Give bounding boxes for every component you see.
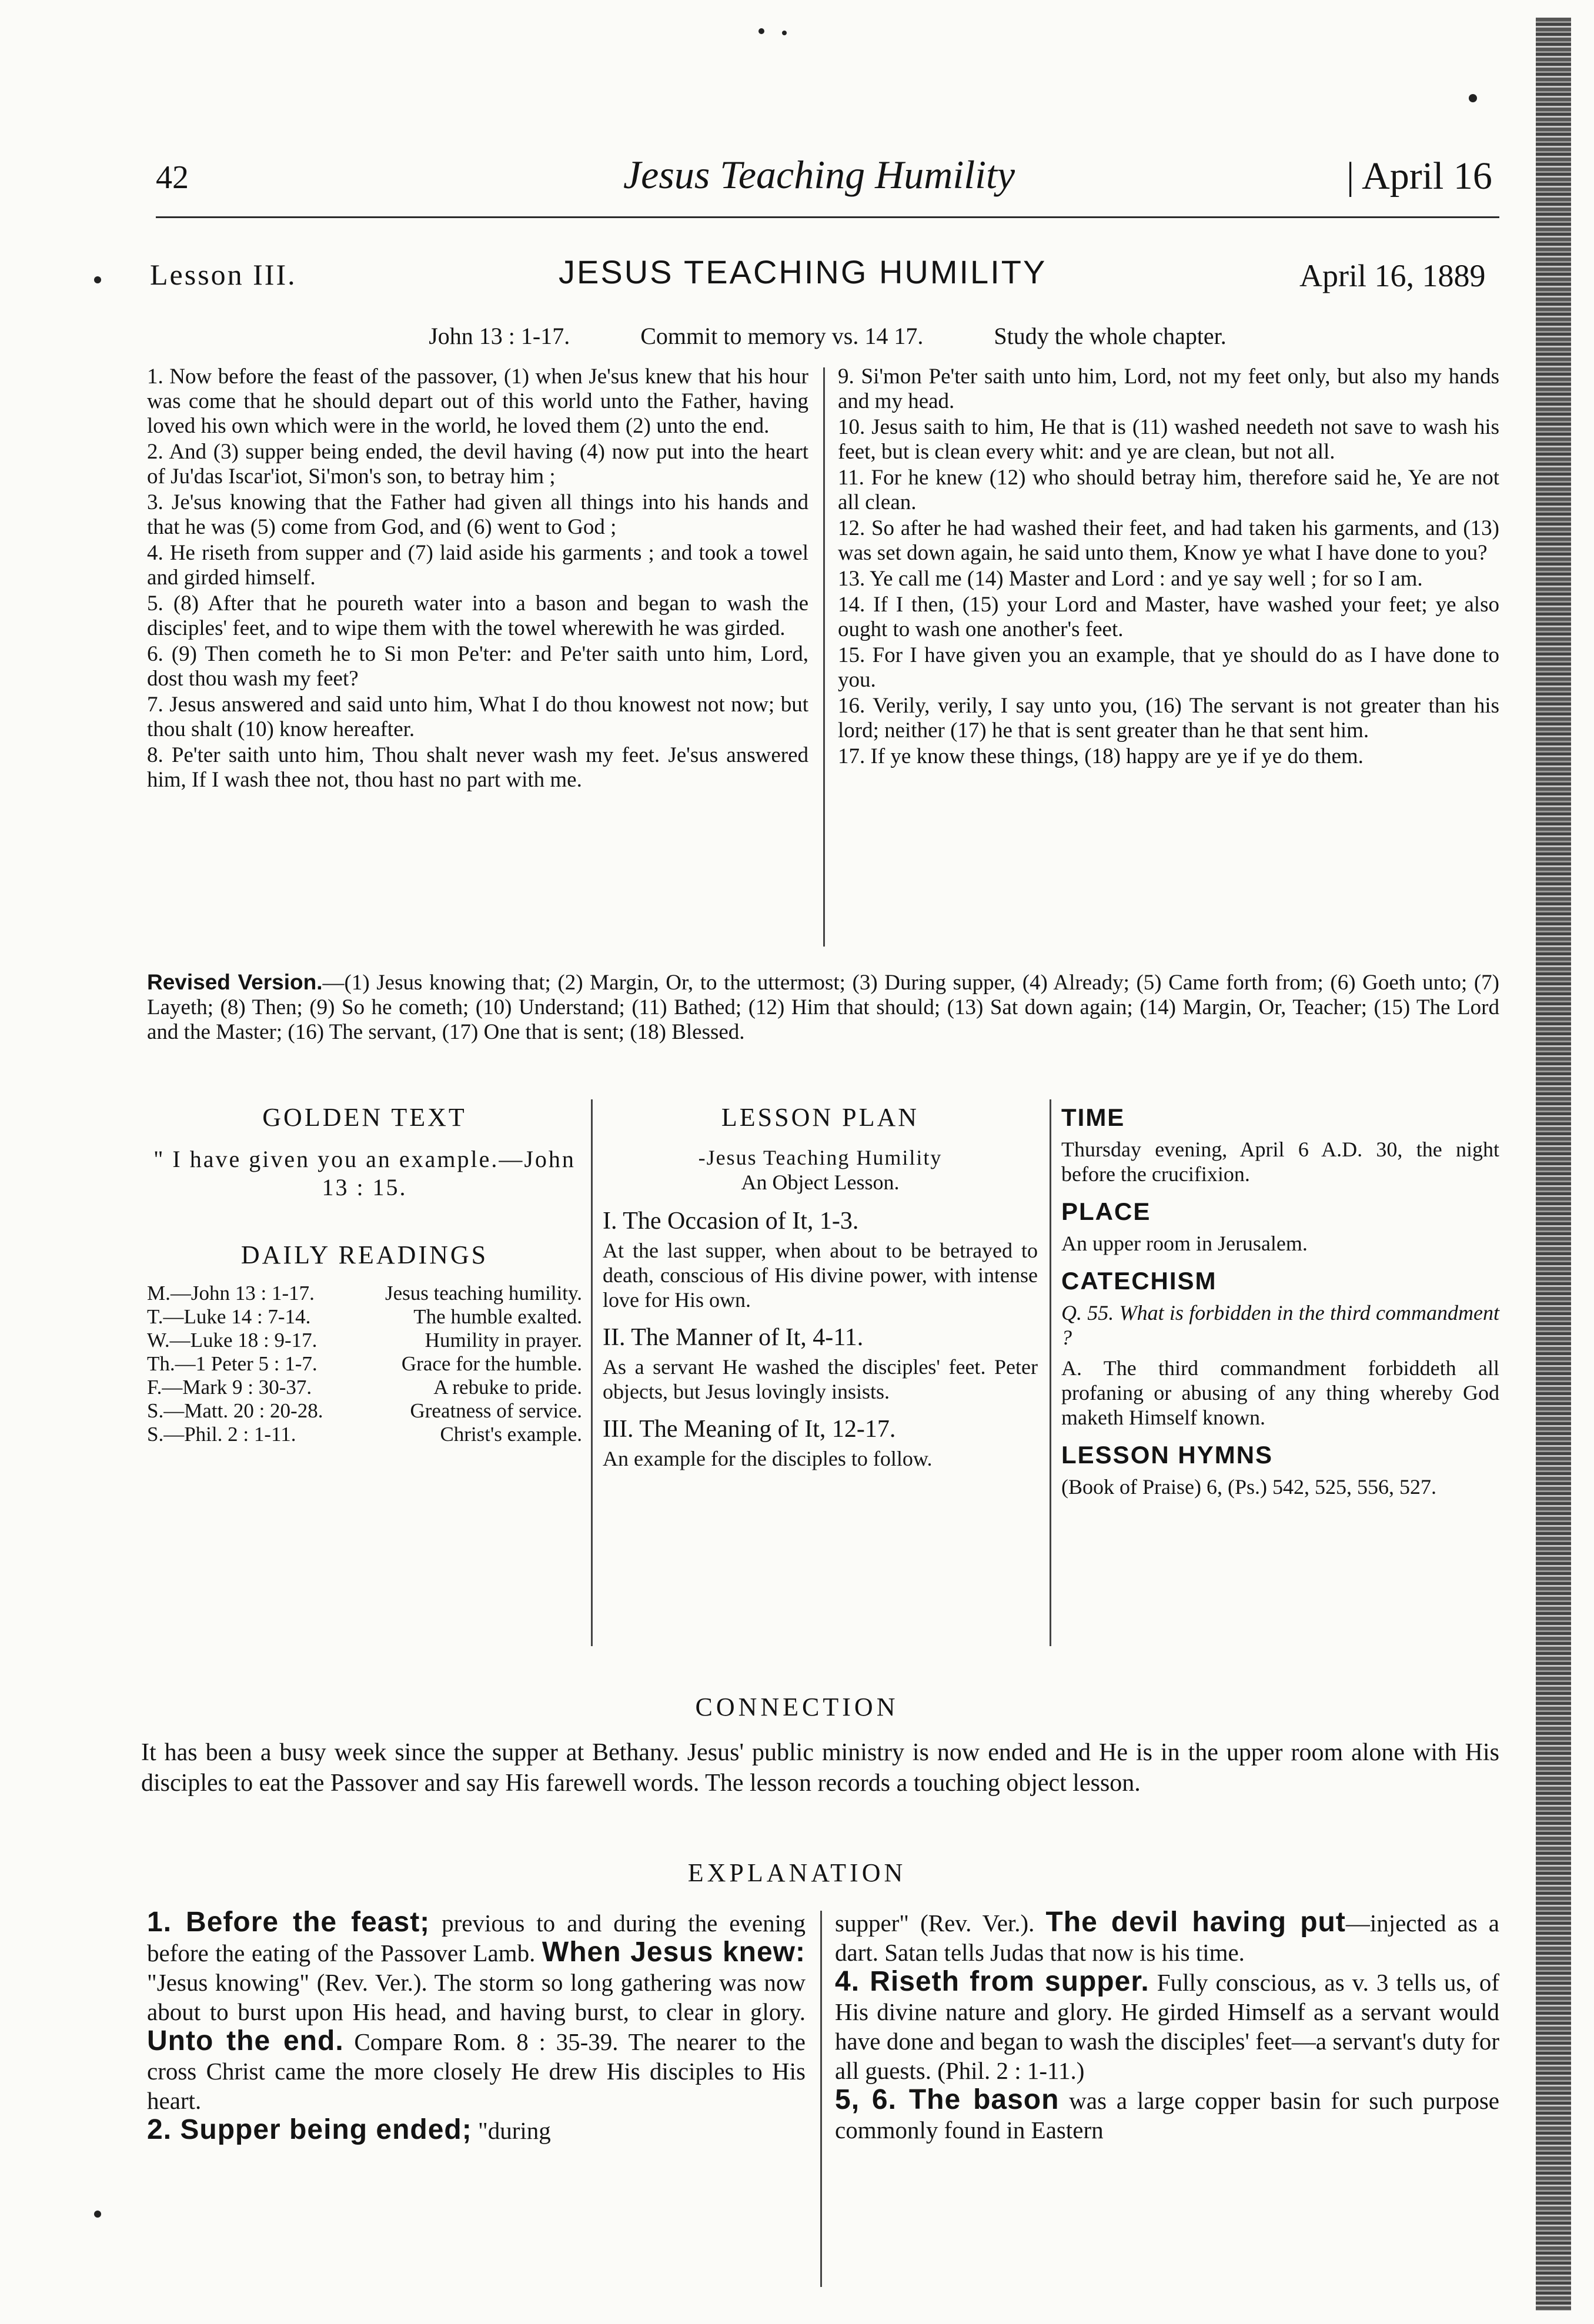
explanation-term: Unto the end.	[147, 2025, 344, 2057]
verse: 9. Si'mon Pe'ter saith unto him, Lord, not my feet only, but also my hands and my head.	[838, 365, 1499, 413]
memory-verses: Commit to memory vs. 14 17.	[640, 323, 924, 349]
verses-right-column	[838, 365, 1499, 770]
explanation-divider	[820, 1911, 822, 2287]
explanation-term: 2. Supper being ended;	[147, 2114, 472, 2145]
lesson-plan-column	[603, 1105, 1038, 1471]
reading-item: S.—Phil. 2 : 1-11. Christ's example.	[147, 1423, 582, 1446]
running-title: Jesus Teaching Humility	[623, 152, 1015, 197]
explanation-text: Fully conscious, as v. 3 tells us, of His divine nature and glory. He girded Himself as a servant would have done and began to wash the disciples' feet—a servant's duty for all guests. (Phil. 2 : 1-11.)	[835, 1969, 1499, 2084]
verse: 16. Verily, verily, I say unto you, (16) The servant is not greater than his lord; neither (17) he that is sent greater than he that sent him.	[838, 694, 1499, 743]
explanation-term: 4. Riseth from supper.	[835, 1966, 1149, 1997]
ink-speck	[1469, 94, 1477, 102]
lesson-plan-heading: LESSON PLAN	[721, 1103, 920, 1132]
explanation-text: "during	[472, 2117, 551, 2144]
explanation-text: —injected as a dart. Satan tells Judas that now is his time.	[835, 1910, 1499, 1966]
ink-speck	[94, 2211, 101, 2218]
explanation-text: Compare Rom. 8 : 35-39. The nearer to the cross Christ came the more closely He drew His disciples to His heart.	[147, 2028, 806, 2114]
reading-item: M.—John 13 : 1-17. Jesus teaching humility.	[147, 1282, 582, 1305]
explanation-term: The devil having put	[1045, 1907, 1346, 1938]
time-place-column	[1061, 1105, 1499, 1499]
reading-item: Th.—1 Peter 5 : 1-7. Grace for the humble.	[147, 1352, 582, 1375]
plan-part-text: As a servant He washed the disciples' feet. Peter objects, but Jesus lovingly insists.	[603, 1355, 1038, 1403]
plan-part-title: III. The Meaning of It, 12-17.	[603, 1416, 896, 1443]
info-divider-1	[591, 1099, 593, 1646]
verse: 17. If ye know these things, (18) happy are ye if ye do them.	[838, 744, 1364, 768]
explanation-term: 5, 6. The bason	[835, 2084, 1060, 2115]
lesson-title: JESUS TEACHING HUMILITY	[559, 253, 1047, 290]
lesson-plan-subtitle: -Jesus Teaching Humility	[698, 1146, 943, 1169]
verse: 3. Je'sus knowing that the Father had given all things into his hands and that he was (5) come from God, and (6) went to God ;	[147, 490, 808, 539]
verse: 8. Pe'ter saith unto him, Thou shalt never wash my feet. Je'sus answered him, If I wash thee not, thou hast no part with me.	[147, 743, 808, 792]
verse: 13. Ye call me (14) Master and Lord : and ye say well ; for so I am.	[838, 567, 1423, 591]
plan-part-text: At the last supper, when about to be betrayed to death, conscious of His divine power, with intense love for His own.	[603, 1239, 1038, 1312]
verse: 7. Jesus answered and said unto him, What I do thou knowest not now; but thou shalt (10) know hereafter.	[147, 693, 808, 741]
explanation-text: was a large copper basin for such purpose commonly found in Eastern	[835, 2087, 1499, 2144]
verse: 1. Now before the feast of the passover, (1) when Je'sus knew that his hour was come that he should depart out of this world unto the Father, having loved his own which were in the world, he loved them (2) unto the end.	[147, 365, 808, 438]
catechism-question: Q. 55. What is forbidden in the third commandment ?	[1061, 1301, 1499, 1349]
header-rule	[156, 216, 1499, 218]
verse: 11. For he knew (12) who should betray him, therefore said he, Ye are not all clean.	[838, 466, 1499, 514]
catechism-answer: A. The third commandment forbiddeth all profaning or abusing of any thing whereby God maketh Himself known.	[1061, 1356, 1499, 1429]
connection-heading: CONNECTION	[695, 1693, 899, 1721]
explanation-text: supper" (Rev. Ver.).	[835, 1910, 1046, 1937]
reading-item: W.—Luke 18 : 9-17. Humility in prayer.	[147, 1329, 582, 1352]
revised-version-note	[147, 970, 1499, 1045]
verse: 15. For I have given you an example, that ye should do as I have done to you.	[838, 643, 1499, 692]
running-date: | April 16	[1346, 155, 1492, 198]
hymns-text: (Book of Praise) 6, (Ps.) 542, 525, 556, 527.	[1061, 1475, 1436, 1499]
info-divider-2	[1050, 1099, 1051, 1646]
explanation-text: "Jesus knowing" (Rev. Ver.). The storm so long gathering was now about to burst upon His head, and having burst, to clear in glory.	[147, 1969, 806, 2025]
ink-speck	[758, 28, 764, 34]
scripture-reference: John 13 : 1-17.	[429, 323, 570, 349]
golden-text-heading: GOLDEN TEXT	[262, 1103, 467, 1132]
verse: 12. So after he had washed their feet, and had taken his garments, and (13) was set down again, he said unto them, Know ye what I have done to you?	[838, 516, 1499, 565]
lesson-date: April 16, 1889	[1299, 258, 1486, 293]
revised-version-label: Revised Version.	[147, 970, 323, 994]
golden-text-column	[147, 1105, 582, 1447]
plan-part-title: II. The Manner of It, 4-11.	[603, 1324, 864, 1351]
explanation-term: When Jesus knew:	[542, 1937, 806, 1968]
golden-text: " I have given you an example.—John 13 : 15.	[153, 1146, 576, 1201]
verse: 5. (8) After that he poureth water into a bason and began to wash the disciples' feet, and to wipe them with the towel wherewith he was girded.	[147, 591, 808, 640]
explanation-text: previous to and during the evening before the eating of the Passover Lamb.	[147, 1910, 806, 1967]
lesson-subline	[156, 322, 1499, 350]
time-heading: TIME	[1061, 1104, 1125, 1131]
plan-part-text: An example for the disciples to follow.	[603, 1447, 933, 1470]
explanation-left-column	[147, 1908, 806, 2145]
explanation-heading: EXPLANATION	[687, 1858, 907, 1887]
study-note: Study the whole chapter.	[994, 323, 1227, 349]
verses-left-column	[147, 365, 808, 794]
explanation-term: 1. Before the feast;	[147, 1907, 430, 1938]
page-number: 42	[156, 159, 189, 196]
place-text: An upper room in Jerusalem.	[1061, 1232, 1308, 1255]
verse: 14. If I then, (15) your Lord and Master, have washed your feet; ye also ought to wash one another's feet.	[838, 593, 1499, 641]
catechism-heading: CATECHISM	[1061, 1267, 1217, 1295]
plan-part-title: I. The Occasion of It, 1-3.	[603, 1208, 859, 1235]
verse: 4. He riseth from supper and (7) laid aside his garments ; and took a towel and girded himself.	[147, 541, 808, 590]
verse: 6. (9) Then cometh he to Si mon Pe'ter: and Pe'ter saith unto him, Lord, dost thou wash my feet?	[147, 642, 808, 691]
reading-item: F.—Mark 9 : 30-37. A rebuke to pride.	[147, 1376, 582, 1399]
ink-speck	[782, 31, 787, 35]
place-heading: PLACE	[1061, 1198, 1151, 1225]
time-text: Thursday evening, April 6 A.D. 30, the night before the crucifixion.	[1061, 1138, 1499, 1186]
reading-item: S.—Matt. 20 : 20-28. Greatness of service.	[147, 1399, 582, 1422]
lesson-plan-note: An Object Lesson.	[741, 1171, 900, 1194]
revised-version-text: —(1) Jesus knowing that; (2) Margin, Or, to the uttermost; (3) During supper, (4) Already; (5) Came forth from; (6) Goeth unto; (7) Layeth; (8) Then; (9) So he cometh; (10) Understand; (11) Bathed; (12) Him that should; (13) Sat down again; (14) Margin, Or, Teacher; (15) The Lord and the Master; (16) The servant, (17) One that is sent; (18) Blessed.	[147, 971, 1499, 1044]
verse: 2. And (3) supper being ended, the devil having (4) now put into the heart of Ju'das Iscar'iot, Si'mon's son, to betray him ;	[147, 440, 808, 489]
lesson-number: Lesson III.	[150, 258, 297, 291]
verses-divider	[823, 367, 825, 947]
verse: 10. Jesus saith to him, He that is (11) washed needeth not save to wash his feet, but is clean every whit: and ye are clean, but not all.	[838, 415, 1499, 464]
connection-text: It has been a busy week since the supper at Bethany. Jesus' public ministry is now ended and He is in the upper room alone with His disciples to eat the Passover and say His farewell words. The lesson records a touching object lesson.	[141, 1739, 1499, 1797]
scanned-page-edge	[1536, 18, 1571, 2310]
ink-speck	[94, 276, 101, 283]
reading-item: T.—Luke 14 : 7-14. The humble exalted.	[147, 1305, 582, 1328]
daily-readings-heading: DAILY READINGS	[240, 1240, 489, 1269]
hymns-heading: LESSON HYMNS	[1061, 1441, 1274, 1469]
explanation-right-column	[835, 1908, 1499, 2145]
